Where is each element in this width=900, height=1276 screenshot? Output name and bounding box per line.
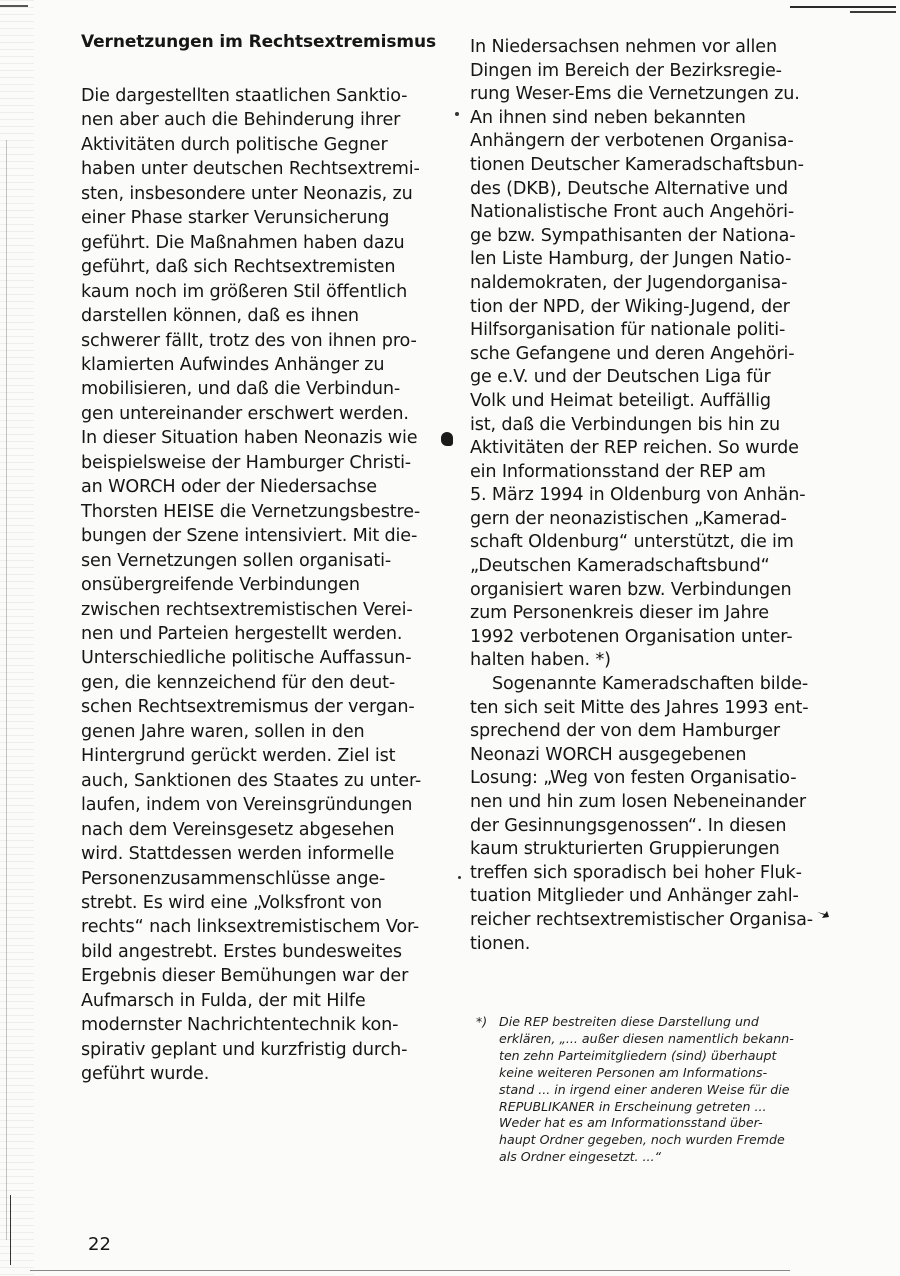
text-line: Neonazi WORCH ausgegebenen (470, 744, 747, 765)
text-line: beispielsweise der Hamburger Christi- (81, 452, 412, 473)
text-line: zum Personenkreis dieser im Jahre (470, 603, 769, 624)
text-line: sen Vernetzungen sollen organisati- (81, 550, 392, 571)
text-line: ge bzw. Sympathisanten der Nationa- (470, 225, 796, 246)
footnote-line (476, 1048, 836, 1065)
text-line: sten, insbesondere unter Neonazis, zu (81, 183, 413, 204)
text-line: In dieser Situation haben Neonazis wie (81, 428, 418, 449)
text-line: halten haben. *) (470, 650, 611, 671)
margin-mark (441, 432, 453, 446)
text-line: nen und hin zum losen Nebeneinander (470, 792, 806, 812)
footnote-line-text: Weder hat es am Informationsstand über- (499, 1115, 763, 1131)
text-line: mobilisieren, und daß die Verbindun- (81, 379, 401, 400)
section-heading: Vernetzungen im Rechtsextremismus (81, 32, 437, 52)
text-line: bungen der Szene intensiviert. Mit die- (81, 526, 418, 547)
left-column-text (81, 84, 441, 1087)
text-line: nen aber auch die Behinderung ihrer (81, 110, 401, 131)
footnote-line (476, 1031, 836, 1048)
page-number: 22 (88, 1234, 111, 1255)
text-line: schaft Oldenburg“ unterstützt, die im (470, 532, 794, 553)
text-line: spirativ geplant und kurzfristig durch- (81, 1039, 408, 1060)
text-line: Hintergrund gerückt werden. Ziel ist (81, 746, 396, 767)
scan-corner-mark (790, 6, 896, 8)
text-line: kaum noch im größeren Stil öffentlich (81, 281, 408, 302)
text-line: 5. März 1994 in Oldenburg von Anhän- (470, 485, 806, 506)
footnote-line (476, 1065, 836, 1082)
footnote-line (476, 1014, 836, 1031)
text-line: Die dargestellten staatlichen Sanktio- (81, 86, 408, 106)
text-line: darstellen können, daß es ihnen (81, 306, 359, 327)
text-line: des (DKB), Deutsche Alternative und (470, 178, 788, 199)
text-line: strebt. Es wird eine „Volksfront von (81, 892, 383, 913)
text-line: schen Rechtsextremismus der vergan- (81, 697, 415, 718)
text-line: klamierten Aufwindes Anhänger zu (81, 354, 385, 375)
footnote-marker: *) (476, 1014, 488, 1029)
scan-bottom-edge (30, 1270, 790, 1271)
footnote-line-text: haupt Ordner gegeben, noch wurden Fremde (499, 1132, 785, 1148)
text-line: einer Phase starker Verunsicherung (81, 208, 390, 229)
text-line: Thorsten HEISE die Vernetzungsbestre- (81, 501, 421, 522)
text-line: tion der NPD, der Wiking-Jugend, der (470, 296, 790, 317)
text-line: bild angestrebt. Erstes bundesweites (81, 941, 402, 962)
text-line: rechts“ nach linksextremistischem Vor- (81, 917, 420, 938)
text-line: „Deutschen Kameradschaftsbund“ (470, 556, 770, 577)
text-line: tionen. (470, 933, 531, 954)
text-line: an WORCH oder der Niedersachse (81, 477, 377, 498)
text-line: Aktivitäten der REP reichen. So wurde (470, 438, 799, 459)
scan-corner-mark (850, 11, 896, 13)
text-line: rung Weser-Ems die Vernetzungen zu. (470, 84, 800, 105)
scan-corner-mark (0, 5, 28, 7)
text-line: nen und Parteien hergestellt werden. (81, 623, 403, 644)
text-line: treffen sich sporadisch bei hoher Fluk- (470, 862, 802, 883)
scan-speck (458, 876, 461, 879)
text-line: geführt, daß sich Rechtsextremisten (81, 257, 396, 278)
text-line: ten sich seit Mitte des Jahres 1993 ent- (470, 697, 809, 718)
text-line: tuation Mitglieder und Anhänger zahl- (470, 886, 799, 907)
text-line: sche Gefangene und deren Angehöri- (470, 343, 795, 364)
text-line: nach dem Vereinsgesetz abgesehen (81, 819, 395, 840)
footnote-line (476, 1149, 836, 1166)
text-line: Nationalistische Front auch Angehöri- (470, 202, 795, 223)
text-line: 1992 verbotenen Organisation unter- (470, 626, 793, 647)
left-column (81, 30, 441, 1087)
text-line: Personenzusammenschlüsse ange- (81, 868, 386, 889)
scan-speck (455, 112, 459, 116)
text-line: sprechend der von dem Hamburger (470, 721, 780, 742)
text-line: len Liste Hamburg, der Jungen Natio- (470, 249, 792, 270)
text-line: geführt. Die Maßnahmen haben dazu (81, 232, 405, 253)
footnote-line-text: REPUBLIKANER in Erscheinung getreten ... (499, 1098, 767, 1114)
right-paragraph-2 (470, 673, 835, 956)
text-line: Ergebnis dieser Bemühungen war der (81, 966, 409, 987)
text-line: zwischen rechtsextremistischen Verei- (81, 599, 413, 620)
footnote-line (476, 1099, 836, 1116)
text-line: gern der neonazistischen „Kamerad- (470, 508, 787, 529)
text-line: auch, Sanktionen des Staates zu unter- (81, 770, 422, 791)
footnote-line (476, 1132, 836, 1149)
text-line: laufen, indem von Vereinsgründungen (81, 795, 413, 816)
footnote-text (476, 1014, 836, 1166)
right-paragraph-1 (470, 36, 835, 673)
text-line: onsübergreifende Verbindungen (81, 575, 360, 596)
text-line: Dingen im Bereich der Bezirksregie- (470, 60, 782, 81)
right-column (470, 36, 835, 956)
text-line: Hilfsorganisation für nationale politi- (470, 320, 786, 341)
footnote-line (476, 1115, 836, 1132)
text-line: haben unter deutschen Rechtsextremi- (81, 159, 420, 180)
text-line: Sogenannte Kameradschaften bilde- (492, 674, 809, 695)
text-line: Aufmarsch in Fulda, der mit Hilfe (81, 990, 366, 1011)
text-line: ge e.V. und der Deutschen Liga für (470, 367, 771, 388)
text-line: reicher rechtsextremistischer Organisa- (470, 909, 813, 930)
text-line: schwerer fällt, trotz des von ihnen pro- (81, 330, 417, 351)
footnote-line-text: Die REP bestreiten diese Darstellung und (499, 1014, 759, 1029)
scan-edge-line (10, 1195, 11, 1265)
text-line: tionen Deutscher Kameradschaftsbun- (470, 154, 804, 175)
text-line: gen, die kennzeichend für den deut- (81, 672, 396, 693)
footnote-line-text: erklären, „... außer diesen namentlich bekann- (499, 1030, 794, 1046)
text-line: modernster Nachrichtentechnik kon- (81, 1015, 399, 1036)
text-line: der Gesinnungsgenossen“. In diesen (470, 815, 787, 836)
footnote (476, 1014, 836, 1166)
scan-edge-line (6, 140, 7, 1240)
text-line: Anhängern der verbotenen Organisa- (470, 131, 794, 152)
text-line: kaum strukturierten Gruppierungen (470, 839, 780, 860)
text-line: An ihnen sind neben bekannten (470, 107, 746, 128)
text-line: Volk und Heimat beteiligt. Auffällig (470, 390, 771, 411)
text-line: genen Jahre waren, sollen in den (81, 721, 365, 742)
footnote-line-text: keine weiteren Personen am Informations- (499, 1064, 768, 1080)
text-line: Aktivitäten durch politische Gegner (81, 134, 388, 155)
text-line: wird. Stattdessen werden informelle (81, 844, 395, 865)
text-line: geführt wurde. (81, 1064, 210, 1085)
text-line: organisiert waren bzw. Verbindungen (470, 579, 792, 600)
footnote-line (476, 1082, 836, 1099)
text-line: ein Informationsstand der REP am (470, 461, 766, 482)
text-line: Unterschiedliche politische Auffassun- (81, 648, 412, 669)
footnote-line-text: als Ordner eingesetzt. ...“ (499, 1149, 662, 1165)
footnote-line-text: ten zehn Parteimitgliedern (sind) überhaupt (499, 1047, 777, 1063)
text-line: ist, daß die Verbindungen bis hin zu (470, 414, 780, 435)
text-line: In Niedersachsen nehmen vor allen (470, 37, 777, 57)
text-line: naldemokraten, der Jugendorganisa- (470, 272, 788, 293)
text-line: gen untereinander erschwert werden. (81, 403, 409, 424)
text-line: Losung: „Weg von festen Organisatio- (470, 768, 797, 789)
footnote-line-text: stand ... in irgend einer anderen Weise für die (499, 1081, 790, 1097)
